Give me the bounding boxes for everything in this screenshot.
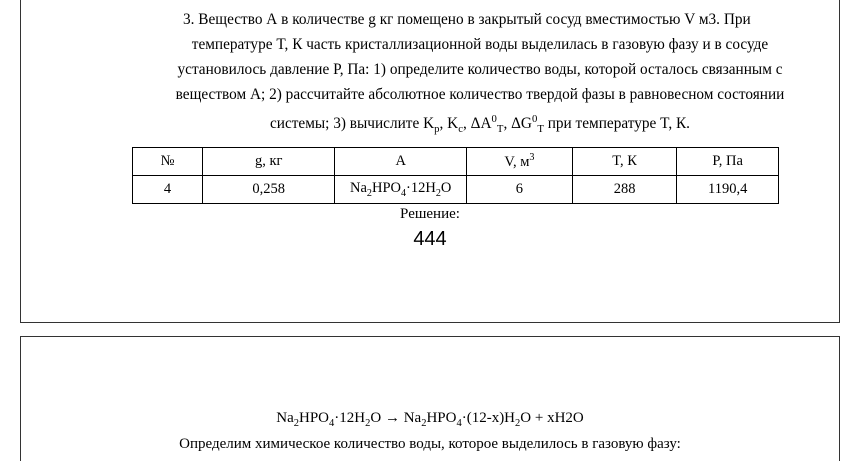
- page-gap: [0, 323, 857, 337]
- header-a: А: [335, 148, 467, 176]
- header-t: T, К: [572, 148, 676, 176]
- problem-statement: [133, 7, 827, 142]
- header-g: g, кг: [203, 148, 335, 176]
- cell-num: 4: [133, 176, 203, 204]
- solution-number: 444: [413, 228, 447, 250]
- cell-p: 1190,4: [677, 176, 779, 204]
- solution-step-text: Определим химическое количество воды, которое выделилось в газовую фазу:: [179, 436, 681, 452]
- problem-line-2: температуре T, К часть кристаллизационной воды выделилась в газовую фазу и в сосуде: [191, 36, 769, 53]
- reaction-equation: $Na_2HPO_4\cdot 12H_2O \to Na_2HPO_4\cdot(12-x)H_2O + xH2O$: [276, 410, 584, 429]
- table-header-row: [133, 148, 779, 176]
- cell-a: $Na_2HPO_4\cdot 12H_2O$: [335, 176, 467, 204]
- cell-t: 288: [572, 176, 676, 204]
- problem-line-4: веществом А; 2) рассчитайте абсолютное количество твердой фазы в равновесном состоянии: [175, 86, 785, 103]
- document-page-2: [20, 336, 840, 461]
- header-p: P, Па: [677, 148, 779, 176]
- problem-line-1: 3. Вещество А в количестве g кг помещено в закрытый сосуд вместимостью V м3. При: [183, 11, 751, 28]
- problem-line-3: установилось давление Р, Па: 1) определите количество воды, которой осталось связанным с: [177, 61, 783, 78]
- solution-label: Решение:: [400, 206, 460, 222]
- document-page-1: [20, 0, 840, 323]
- task-data-table: [132, 147, 779, 204]
- problem-line-5: системы; 3) вычислите $K_p$, $K_c$, $\Delta A^0_T$, $\Delta G^0_T$ при температуре T, К.: [269, 113, 691, 136]
- header-v: V, $м^3$: [466, 148, 572, 176]
- header-num: №: [133, 148, 203, 176]
- table-row: [133, 176, 779, 204]
- cell-g: 0,258: [203, 176, 335, 204]
- cell-v: 6: [466, 176, 572, 204]
